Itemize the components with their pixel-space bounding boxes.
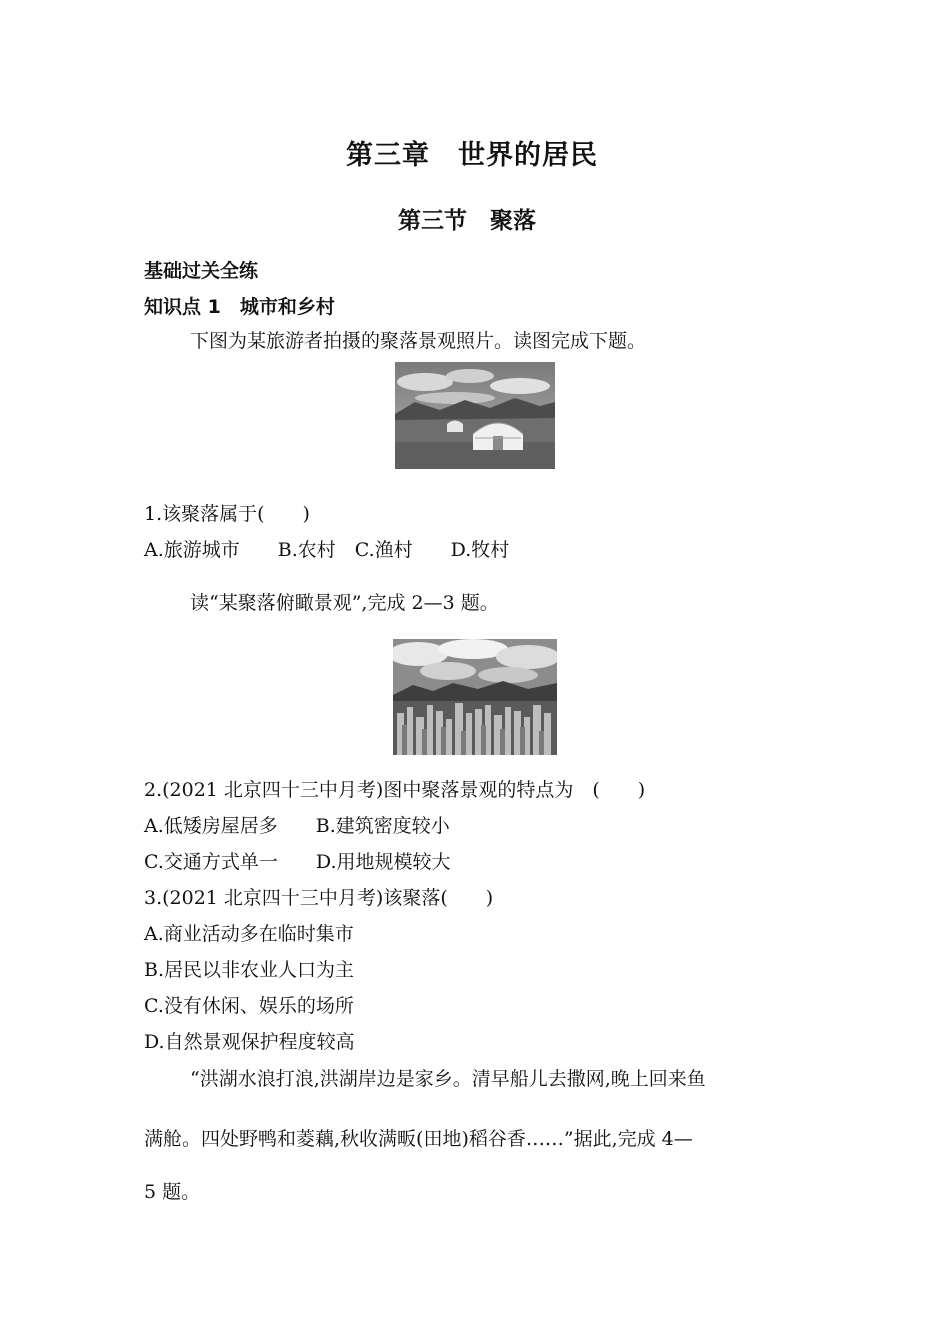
question-3-option-d: D.自然景观保护程度较高 xyxy=(144,1031,355,1053)
section-title: 第三节 聚落 xyxy=(398,208,536,234)
passage-line-2: 满舱。四处野鸭和菱藕,秋收满畈(田地)稻谷香……”据此,完成 4— xyxy=(144,1128,693,1150)
question-3-option-a: A.商业活动多在临时集市 xyxy=(144,923,354,945)
chapter-title: 第三章 世界的居民 xyxy=(346,140,598,171)
question-2-stem: 2.(2021 北京四十三中月考)图中聚落景观的特点为 ( ) xyxy=(144,779,646,801)
question-1-stem: 1.该聚落属于( ) xyxy=(144,503,310,525)
question-1-options: A.旅游城市 B.农村 C.渔村 D.牧村 xyxy=(144,539,510,561)
question-3-option-b: B.居民以非农业人口为主 xyxy=(144,959,355,981)
city-aerial-photo xyxy=(393,639,557,755)
question-3-option-c: C.没有休闲、娱乐的场所 xyxy=(144,995,354,1017)
passage-line-1: “洪湖水浪打浪,洪湖岸边是家乡。清早船儿去撒网,晚上回来鱼 xyxy=(190,1068,706,1090)
passage-line-3: 5 题。 xyxy=(144,1181,201,1203)
part-heading: 基础过关全练 xyxy=(144,260,259,282)
intro-paragraph-2: 读“某聚落俯瞰景观”,完成 2—3 题。 xyxy=(190,592,499,614)
question-2-options-ab: A.低矮房屋居多 B.建筑密度较小 xyxy=(144,815,450,837)
intro-paragraph-1: 下图为某旅游者拍摄的聚落景观照片。读图完成下题。 xyxy=(190,330,647,352)
question-3-stem: 3.(2021 北京四十三中月考)该聚落( ) xyxy=(144,887,494,909)
knowledge-point-heading: 知识点 1 城市和乡村 xyxy=(144,296,335,318)
question-2-options-cd: C.交通方式单一 D.用地规模较大 xyxy=(144,851,451,873)
yurt-settlement-photo xyxy=(395,362,555,469)
